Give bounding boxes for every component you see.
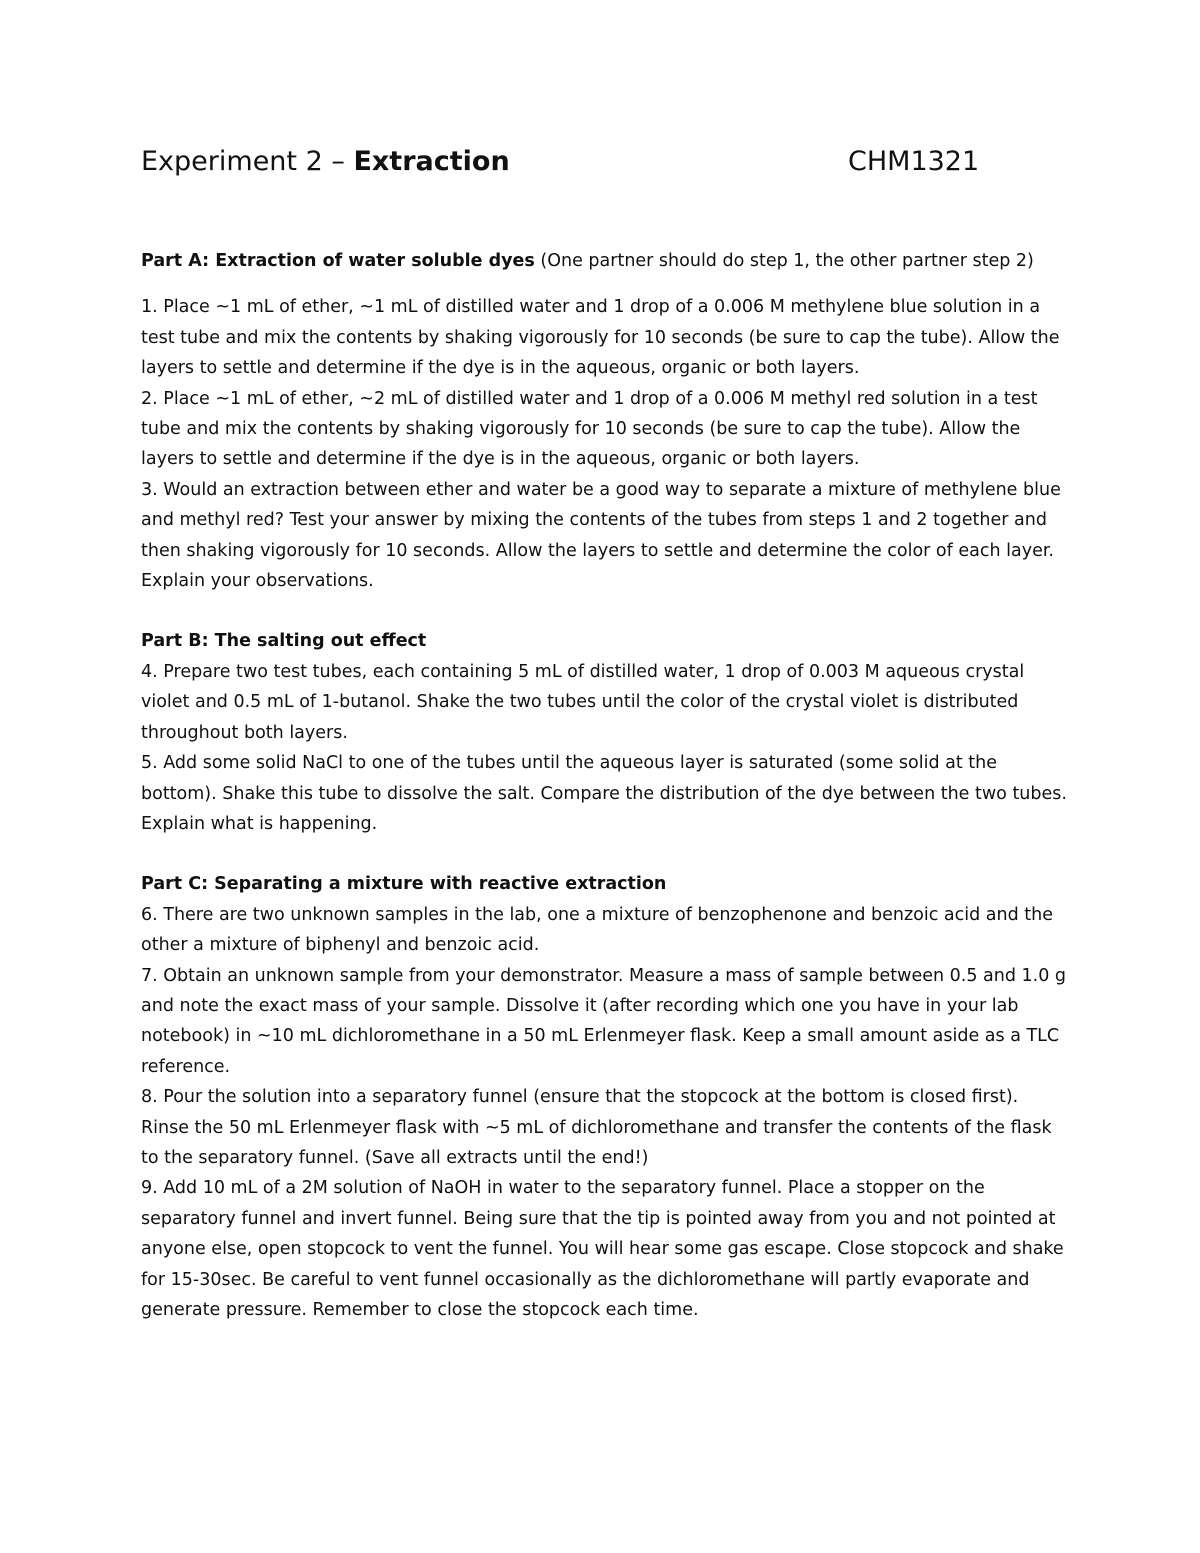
course-code: CHM1321 xyxy=(848,146,980,177)
part-c-heading-bold: Part C: Separating a mixture with reactive extraction xyxy=(141,874,667,895)
step-3: 3. Would an extraction between ether and water be a good way to separate a mixture of methylene blue and methyl red? Test your answer by mixing the contents of the tubes from steps 1 and 2 together and then shaking vigorously for 10 seconds. Allow the layers to settle and determine the color of each layer. Explain your observations. xyxy=(141,479,1061,592)
part-b-heading-bold: Part B: The salting out effect xyxy=(141,631,427,652)
step-8: 8. Pour the solution into a separatory funnel (ensure that the stopcock at the bottom is closed first). Rinse the 50 mL Erlenmeyer flask with ~5 mL of dichloromethane and transfer the contents of the flask to the separatory funnel. (Save all extracts until the end!) xyxy=(141,1087,1052,1168)
step-1: 1. Place ~1 mL of ether, ~1 mL of distilled water and 1 drop of a 0.006 M methylene blue solution in a test tube and mix the contents by shaking vigorously for 10 seconds (be sure to cap the tube). Allow the layers to settle and determine if the dye is in the aqueous, organic or both layers. xyxy=(141,297,1060,379)
step-4: 4. Prepare two test tubes, each containing 5 mL of distilled water, 1 drop of 0.003 M aqueous crystal violet and 0.5 mL of 1-butanol. Shake the two tubes until the color of the crystal violet is distributed throughout both layers. xyxy=(141,661,1025,743)
step-7: 7. Obtain an unknown sample from your demonstrator. Measure a mass of sample between 0.5 and 1.0 g and note the exact mass of your sample. Dissolve it (after recording which one you have in your lab notebook) in ~10 mL dichloromethane in a 50 mL Erlenmeyer flask. Keep a small amount aside as a TLC reference. xyxy=(141,965,1067,1077)
step-9: 9. Add 10 mL of a 2M solution of NaOH in water to the separatory funnel. Place a stopper on the separatory funnel and invert funnel. Being sure that the tip is pointed away from you and not pointed at anyone else, open stopcock to vent the funnel. You will hear some gas escape. Close stopcock and shake for 15-30sec. Be careful to vent funnel occasionally as the dichloromethane will partly evaporate and generate pressure. Remember to close the stopcock each time. xyxy=(141,1178,1064,1320)
title-prefix: Experiment 2 – xyxy=(141,146,354,177)
part-a-heading-note: (One partner should do step 1, the other partner step 2) xyxy=(534,251,1034,271)
part-a-heading-bold: Part A: Extraction of water soluble dyes xyxy=(141,251,535,271)
step-2: 2. Place ~1 mL of ether, ~2 mL of distilled water and 1 drop of a 0.006 M methyl red solution in a test tube and mix the contents by shaking vigorously for 10 seconds (be sure to cap the tube). Allow the layers to settle and determine if the dye is in the aqueous, organic or both layers. xyxy=(141,388,1038,470)
step-6: 6. There are two unknown samples in the lab, one a mixture of benzophenone and benzoic acid and the other a mixture of biphenyl and benzoic acid. xyxy=(141,904,1053,956)
document-body xyxy=(141,246,1071,1325)
document-header xyxy=(141,142,981,182)
step-5: 5. Add some solid NaCl to one of the tubes until the aqueous layer is saturated (some solid at the bottom). Shake this tube to dissolve the salt. Compare the distribution of the dye between the two tubes. Explain what is happening. xyxy=(141,753,1067,834)
part-b-heading xyxy=(141,626,1071,656)
title-bold: Extraction xyxy=(353,146,510,177)
part-c-heading xyxy=(141,869,1071,899)
part-a-heading xyxy=(141,246,1071,276)
